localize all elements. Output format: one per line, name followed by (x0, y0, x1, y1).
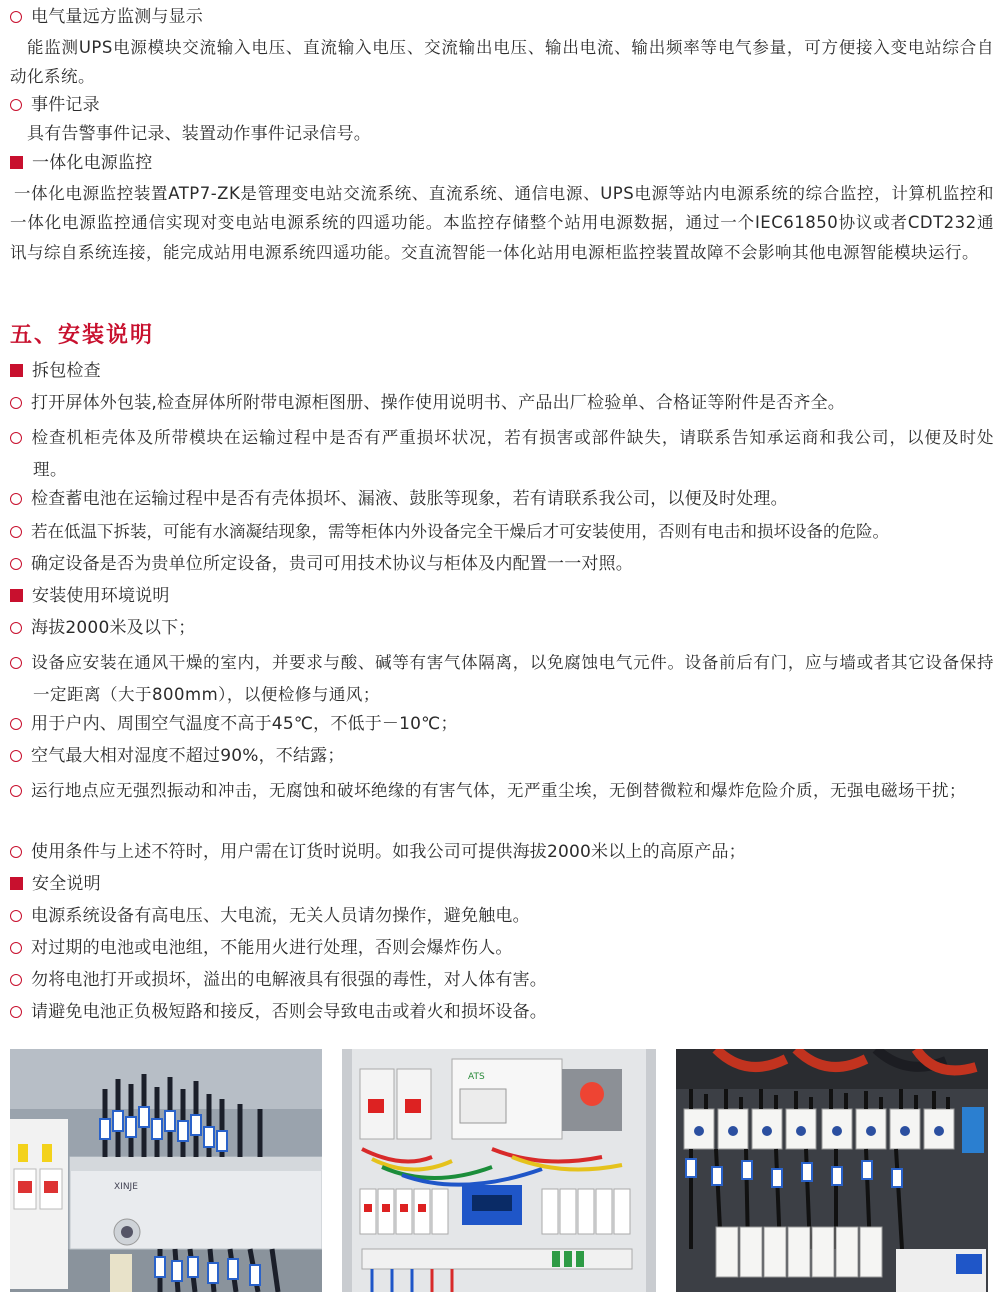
list-item: 对过期的电池或电池组，不能用火进行处理，否则会爆炸伤人。 (10, 935, 513, 961)
list-item: 海拔2000米及以下； (10, 615, 195, 641)
integrated-monitoring-text: 一体化电源监控装置ATP7-ZK是管理变电站交流系统、直流系统、通信电源、UPS电源等站内电源系统的综合监控，计算机监控和一体化电源监控通信实现对变电站电源系统的四遥功能。本监控存储整个站用电源数据，通过一个IEC61850协议或者CDT232通讯与综自系统连接，能完成站用电源系统四遥功能。交直流智能一体化站用电源柜监控装置故障不会影响其他电源智能模块运行。 (10, 184, 994, 262)
list-item: 检查机柜壳体及所带模块在运输过程中是否有严重损坏状况，若有损害或部件缺失，请联系告知承运商和我公司，以便及时处理。 (10, 422, 994, 486)
circle-bullet-icon (10, 432, 22, 444)
square-bullet-icon (10, 364, 23, 377)
circle-bullet-icon (10, 397, 22, 409)
circle-bullet-icon (10, 11, 22, 23)
ats-brand-label: ATS (468, 1072, 485, 1082)
list-item: 空气最大相对湿度不超过90%，不结露； (10, 743, 345, 769)
list-item: 勿将电池打开或损坏，溢出的电解液具有很强的毒性，对人体有害。 (10, 967, 547, 993)
heading-unpack: 拆包检查 (10, 358, 101, 384)
circle-bullet-icon (10, 910, 22, 922)
circle-bullet-icon (10, 750, 22, 762)
square-bullet-icon (10, 156, 23, 169)
bullet-event-record: 事件记录 (10, 92, 100, 118)
list-item: 打开屏体外包装,检查屏体所附带电源柜图册、操作使用说明书、产品出厂检验单、合格证等附件是否齐全。 (10, 390, 845, 416)
circle-bullet-icon (10, 99, 22, 111)
photo-plc-wiring (10, 1049, 322, 1292)
circle-bullet-icon (10, 846, 22, 858)
heading-safety: 安全说明 (10, 871, 101, 897)
circle-bullet-icon (10, 974, 22, 986)
circle-bullet-icon (10, 785, 22, 797)
circle-bullet-icon (10, 718, 22, 730)
event-record-text: 具有告警事件记录、装置动作事件记录信号。 (27, 124, 371, 144)
ats-cabinet-illustration (342, 1049, 656, 1292)
circle-bullet-icon (10, 558, 22, 570)
list-item: 请避免电池正负极短路和接反，否则会导致电击或着火和损坏设备。 (10, 999, 547, 1025)
contactors-illustration (676, 1049, 988, 1292)
circle-bullet-icon (10, 657, 22, 669)
section-title: 五、安装说明 (10, 323, 155, 348)
list-item: 若在低温下拆装，可能有水滴凝结现象，需等柜体内外设备完全干燥后才可安装使用，否则有电击和损坏设备的危险。 (10, 519, 889, 545)
heading-environment: 安装使用环境说明 (10, 583, 170, 609)
plc-wiring-illustration (10, 1049, 322, 1292)
plc-brand-label: XINJE (114, 1182, 138, 1192)
photo-contactors (676, 1049, 988, 1292)
list-item: 确定设备是否为贵单位所定设备，贵司可用技术协议与柜体及内配置一一对照。 (10, 551, 633, 577)
circle-bullet-icon (10, 493, 22, 505)
heading-integrated-monitoring: 一体化电源监控 (10, 150, 152, 176)
list-item: 使用条件与上述不符时，用户需在订货时说明。如我公司可提供海拔2000米以上的高原产品； (10, 839, 746, 865)
list-item: 用于户内、周围空气温度不高于45℃，不低于－10℃； (10, 711, 458, 737)
circle-bullet-icon (10, 942, 22, 954)
list-item: 设备应安装在通风干燥的室内，并要求与酸、碱等有害气体隔离，以免腐蚀电气元件。设备前后有门，应与墙或者其它设备保持一定距离（大于800mm），以便检修与通风； (10, 647, 994, 711)
list-item: 运行地点应无强烈振动和冲击，无腐蚀和破坏绝缘的有害气体，无严重尘埃，无倒替微粒和爆炸危险介质，无强电磁场干扰； (10, 775, 994, 807)
circle-bullet-icon (10, 622, 22, 634)
circle-bullet-icon (10, 1006, 22, 1018)
square-bullet-icon (10, 589, 23, 602)
bullet-remote-monitoring: 电气量远方监测与显示 (10, 4, 203, 30)
list-item: 电源系统设备有高电压、大电流，无关人员请勿操作，避免触电。 (10, 903, 530, 929)
square-bullet-icon (10, 877, 23, 890)
photo-ats-cabinet (342, 1049, 656, 1292)
list-item: 检查蓄电池在运输过程中是否有壳体损坏、漏液、鼓胀等现象，若有请联系我公司，以便及时处理。 (10, 486, 788, 512)
remote-monitoring-text: 能监测UPS电源模块交流输入电压、直流输入电压、交流输出电压、输出电流、输出频率等电气参量，可方便接入变电站综合自动化系统。 (10, 38, 994, 87)
circle-bullet-icon (10, 526, 22, 538)
